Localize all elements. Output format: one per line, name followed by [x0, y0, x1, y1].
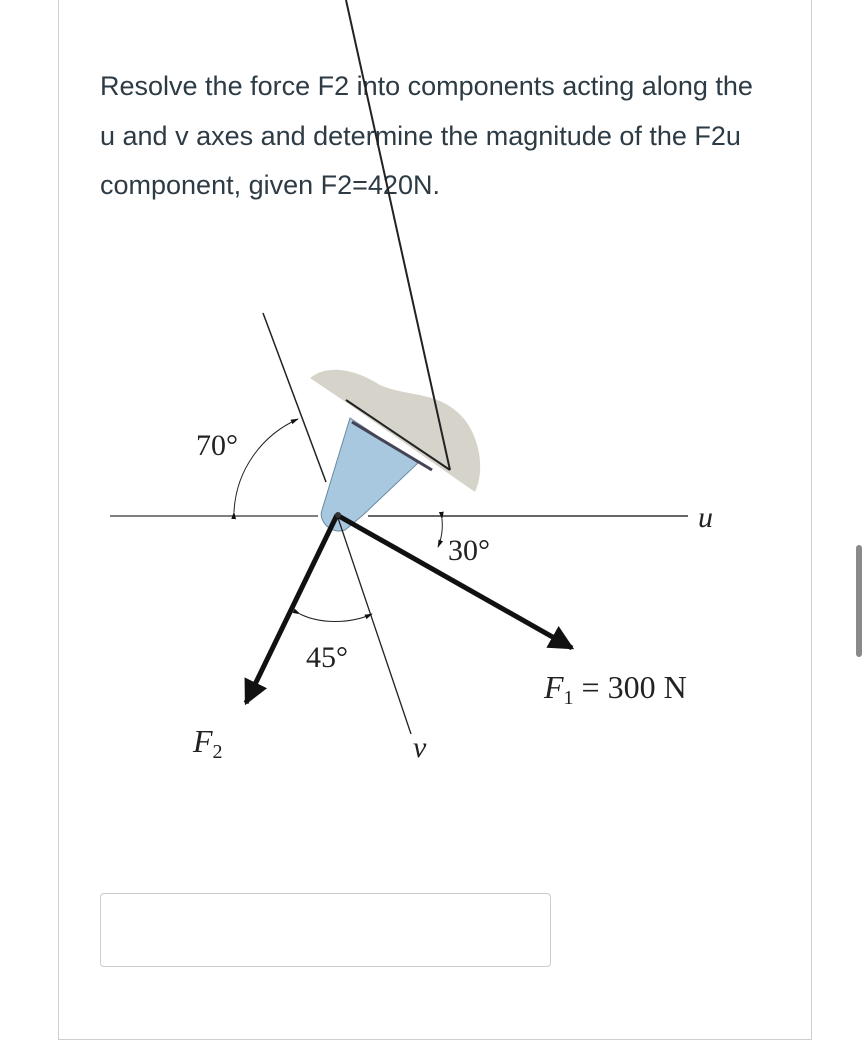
- angle-arc-45: [300, 614, 372, 622]
- angle-label-70: 70°: [196, 429, 238, 462]
- answer-input[interactable]: [100, 893, 551, 967]
- force-f2-arrow: [246, 515, 337, 703]
- angle-arc-30: [438, 519, 442, 547]
- reference-line: [263, 313, 326, 482]
- angle-label-30: 30°: [448, 534, 490, 567]
- question-text: Resolve the force F2 into components acting along the u and v axes and determine the magnitude of the F2u component, given F2=420N.: [100, 71, 753, 200]
- scrollbar[interactable]: [856, 545, 862, 657]
- u-axis-label: u: [698, 501, 713, 534]
- v-axis-label: v: [413, 731, 427, 764]
- angle-arc-70: [234, 419, 298, 512]
- angle-label-45: 45°: [306, 641, 348, 674]
- f2-label: F2: [193, 723, 223, 763]
- f1-label: F1 = 300 N: [544, 669, 687, 709]
